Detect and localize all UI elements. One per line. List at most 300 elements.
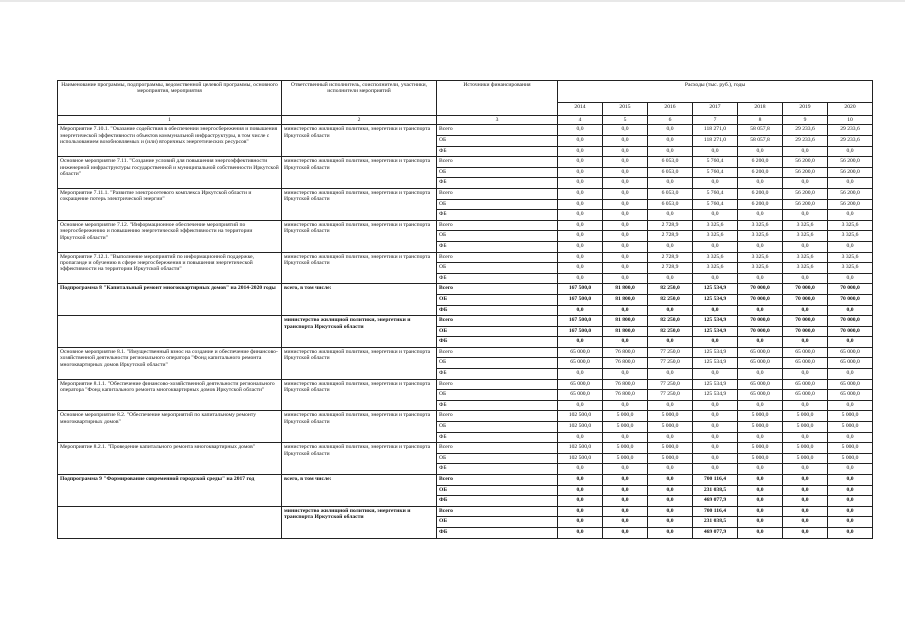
amount-cell: 0,0 [558, 241, 603, 252]
year-2016: 2016 [648, 103, 693, 116]
funding-source-cell: ОБ [437, 231, 558, 242]
amount-cell: 65 000,0 [738, 347, 783, 358]
amount-cell: 5 000,0 [648, 411, 693, 422]
amount-cell: 3 325,6 [783, 220, 828, 231]
amount-cell: 125 534,9 [693, 316, 738, 327]
amount-cell: 0,0 [738, 273, 783, 284]
amount-cell: 5 000,0 [648, 422, 693, 433]
amount-cell: 0,0 [648, 305, 693, 316]
amount-cell: 5 000,0 [783, 453, 828, 464]
amount-cell: 65 000,0 [558, 390, 603, 401]
amount-cell: 167 500,0 [558, 294, 603, 305]
amount-cell: 0,0 [558, 199, 603, 210]
amount-cell: 0,0 [603, 199, 648, 210]
amount-cell: 0,0 [603, 157, 648, 168]
amount-cell: 167 500,0 [558, 284, 603, 295]
amount-cell: 56 200,0 [828, 199, 873, 210]
funding-source-cell: Всего [437, 220, 558, 231]
amount-cell: 125 534,9 [693, 390, 738, 401]
amount-cell: 0,0 [693, 305, 738, 316]
amount-cell: 3 325,6 [738, 263, 783, 274]
amount-cell: 0,0 [648, 527, 693, 538]
year-2014: 2014 [558, 103, 603, 116]
amount-cell: 0,0 [648, 178, 693, 189]
amount-cell: 0,0 [828, 369, 873, 380]
funding-source-cell: ФБ [437, 273, 558, 284]
amount-cell: 3 325,6 [738, 252, 783, 263]
amount-cell: 70 000,0 [738, 284, 783, 295]
amount-cell: 0,0 [603, 337, 648, 348]
amount-cell: 6 200,0 [738, 188, 783, 199]
amount-cell: 0,0 [648, 136, 693, 147]
amount-cell: 0,0 [738, 178, 783, 189]
amount-cell: 0,0 [648, 485, 693, 496]
amount-cell: 0,0 [828, 496, 873, 507]
amount-cell: 70 000,0 [828, 326, 873, 337]
amount-cell: 231 038,5 [693, 485, 738, 496]
program-name-cell: Подпрограмма 8 "Капитальный ремонт многоквартирных домов" на 2014-2020 годы [58, 284, 282, 316]
amount-cell: 56 200,0 [828, 157, 873, 168]
amount-cell: 0,0 [783, 273, 828, 284]
funding-source-cell: ФБ [437, 210, 558, 221]
amount-cell: 56 200,0 [783, 167, 828, 178]
amount-cell: 0,0 [558, 125, 603, 136]
amount-cell: 0,0 [648, 337, 693, 348]
amount-cell: 0,0 [738, 369, 783, 380]
index-cell: 5 [603, 116, 648, 125]
amount-cell: 76 800,0 [603, 347, 648, 358]
amount-cell: 3 325,6 [828, 231, 873, 242]
amount-cell: 0,0 [783, 496, 828, 507]
amount-cell: 77 250,0 [648, 358, 693, 369]
amount-cell: 0,0 [693, 273, 738, 284]
amount-cell: 65 000,0 [558, 358, 603, 369]
amount-cell: 0,0 [783, 337, 828, 348]
amount-cell: 0,0 [828, 475, 873, 486]
amount-cell: 0,0 [603, 136, 648, 147]
amount-cell: 0,0 [558, 136, 603, 147]
amount-cell: 0,0 [648, 475, 693, 486]
index-cell: 10 [828, 116, 873, 125]
amount-cell: 0,0 [558, 485, 603, 496]
executor-cell: министерство жилищной политики, энергетики и транспорта Иркутской области [282, 347, 437, 379]
amount-cell: 29 233,6 [783, 125, 828, 136]
table-row [58, 506, 873, 517]
index-cell: 6 [648, 116, 693, 125]
amount-cell: 5 000,0 [603, 443, 648, 454]
amount-cell: 65 000,0 [828, 379, 873, 390]
year-2018: 2018 [738, 103, 783, 116]
program-name-cell: Мероприятие 7.12.1. "Выполнение мероприятий по информационной поддержке, пропаганде и обучению в сфере энергосбережения и повышения энергетической эффективности на территории Иркутской области" [58, 252, 282, 284]
amount-cell: 0,0 [558, 178, 603, 189]
amount-cell: 0,0 [603, 146, 648, 157]
amount-cell: 5 000,0 [738, 443, 783, 454]
funding-source-cell: ФБ [437, 464, 558, 475]
amount-cell: 0,0 [558, 220, 603, 231]
amount-cell: 0,0 [603, 369, 648, 380]
amount-cell: 0,0 [693, 210, 738, 221]
amount-cell: 0,0 [558, 167, 603, 178]
amount-cell: 118 271,0 [693, 136, 738, 147]
amount-cell: 6 053,0 [648, 199, 693, 210]
funding-source-cell: ФБ [437, 305, 558, 316]
amount-cell: 0,0 [693, 422, 738, 433]
amount-cell: 5 000,0 [738, 411, 783, 422]
executor-cell: министерство жилищной политики, энергетики и транспорта Иркутской области [282, 188, 437, 220]
executor-cell: министерство жилищной политики, энергетики и транспорта Иркутской области [282, 125, 437, 157]
funding-source-cell: ОБ [437, 453, 558, 464]
amount-cell: 0,0 [648, 464, 693, 475]
amount-cell: 0,0 [828, 146, 873, 157]
year-2020: 2020 [828, 103, 873, 116]
amount-cell: 0,0 [558, 464, 603, 475]
header-source: Источники финансирования [437, 81, 558, 116]
amount-cell: 0,0 [693, 369, 738, 380]
amount-cell: 0,0 [828, 178, 873, 189]
amount-cell: 5 000,0 [603, 422, 648, 433]
amount-cell: 0,0 [828, 273, 873, 284]
amount-cell: 5 000,0 [783, 443, 828, 454]
amount-cell: 0,0 [558, 252, 603, 263]
funding-source-cell: Всего [437, 506, 558, 517]
index-cell: 1 [58, 116, 282, 125]
amount-cell: 65 000,0 [783, 390, 828, 401]
amount-cell: 0,0 [648, 241, 693, 252]
amount-cell: 56 200,0 [828, 188, 873, 199]
amount-cell: 3 325,6 [783, 231, 828, 242]
amount-cell: 3 325,6 [738, 220, 783, 231]
program-name-cell: Мероприятие 8.2.1. "Проведение капитального ремонта многоквартирных домов" [58, 443, 282, 475]
amount-cell: 0,0 [648, 496, 693, 507]
index-cell: 4 [558, 116, 603, 125]
amount-cell: 0,0 [693, 411, 738, 422]
amount-cell: 0,0 [693, 337, 738, 348]
amount-cell: 0,0 [783, 400, 828, 411]
amount-cell: 0,0 [783, 369, 828, 380]
amount-cell: 469 077,9 [693, 527, 738, 538]
amount-cell: 0,0 [828, 241, 873, 252]
amount-cell: 81 800,0 [603, 294, 648, 305]
amount-cell: 0,0 [783, 432, 828, 443]
amount-cell: 125 534,9 [693, 326, 738, 337]
amount-cell: 0,0 [783, 464, 828, 475]
executor-cell: министерство жилищной политики, энергетики и транспорта Иркутской области [282, 252, 437, 284]
header-name: Наименование программы, подпрограммы, ведомственной целевой программы, основного мероприятия, мероприятия [58, 81, 282, 116]
funding-source-cell: Всего [437, 316, 558, 327]
table-row [58, 157, 873, 168]
funding-source-cell: Всего [437, 252, 558, 263]
amount-cell: 5 000,0 [828, 411, 873, 422]
funding-source-cell: ОБ [437, 485, 558, 496]
amount-cell: 102 500,0 [558, 443, 603, 454]
amount-cell: 70 000,0 [738, 326, 783, 337]
funding-source-cell: Всего [437, 157, 558, 168]
amount-cell: 0,0 [603, 432, 648, 443]
amount-cell: 70 000,0 [828, 284, 873, 295]
amount-cell: 0,0 [558, 496, 603, 507]
amount-cell: 0,0 [603, 188, 648, 199]
amount-cell: 82 250,0 [648, 316, 693, 327]
amount-cell: 5 000,0 [738, 453, 783, 464]
amount-cell: 3 325,6 [738, 231, 783, 242]
table-row [58, 284, 873, 295]
funding-source-cell: ОБ [437, 517, 558, 528]
amount-cell: 65 000,0 [738, 379, 783, 390]
amount-cell: 2 728,9 [648, 231, 693, 242]
amount-cell: 70 000,0 [828, 316, 873, 327]
amount-cell: 0,0 [828, 400, 873, 411]
amount-cell: 0,0 [558, 210, 603, 221]
amount-cell: 56 200,0 [828, 167, 873, 178]
funding-source-cell: ФБ [437, 432, 558, 443]
amount-cell: 56 200,0 [783, 199, 828, 210]
program-name-cell: Мероприятие 7.10.1. "Оказание содействия в обеспечении энергосбережения и повышения энергетической эффективности объектов коммунальной инфраструктуры, в том числе с использованием возобновляемых и (или) вторичных энергетических ресурсов" [58, 125, 282, 157]
funding-source-cell: ОБ [437, 263, 558, 274]
table-row [58, 347, 873, 358]
amount-cell: 65 000,0 [738, 390, 783, 401]
amount-cell: 58 057,8 [738, 125, 783, 136]
amount-cell: 0,0 [738, 432, 783, 443]
funding-source-cell: Всего [437, 443, 558, 454]
amount-cell: 2 728,9 [648, 263, 693, 274]
amount-cell: 0,0 [558, 475, 603, 486]
amount-cell: 0,0 [828, 517, 873, 528]
amount-cell: 76 800,0 [603, 390, 648, 401]
header-executor: Ответственный исполнитель, соисполнители, участники, исполнители мероприятий [282, 81, 437, 116]
amount-cell: 0,0 [783, 485, 828, 496]
amount-cell: 70 000,0 [783, 326, 828, 337]
amount-cell: 76 800,0 [603, 358, 648, 369]
funding-source-cell: ФБ [437, 400, 558, 411]
amount-cell: 0,0 [738, 475, 783, 486]
funding-source-cell: Всего [437, 379, 558, 390]
program-name-cell: Основное мероприятие 8.1. "Имущественный взнос на создание и обеспечение финансово-хозяйственной деятельности регионального оператора "Фонд капитального ремонта многоквартирных домов Иркутской области" [58, 347, 282, 379]
funding-source-cell: ФБ [437, 178, 558, 189]
amount-cell: 0,0 [648, 273, 693, 284]
table-row [58, 411, 873, 422]
table-row [58, 220, 873, 231]
funding-source-cell: Всего [437, 125, 558, 136]
program-name-cell: Основное мероприятие 8.2. "Обеспечение мероприятий по капитальному ремонту многоквартирных домов" [58, 411, 282, 443]
amount-cell: 65 000,0 [828, 358, 873, 369]
amount-cell: 65 000,0 [783, 347, 828, 358]
amount-cell: 65 000,0 [783, 358, 828, 369]
amount-cell: 0,0 [738, 517, 783, 528]
executor-cell: всего, в том числе: [282, 475, 437, 507]
amount-cell: 0,0 [558, 305, 603, 316]
amount-cell: 0,0 [603, 241, 648, 252]
amount-cell: 125 534,9 [693, 379, 738, 390]
amount-cell: 0,0 [603, 167, 648, 178]
amount-cell: 0,0 [783, 241, 828, 252]
amount-cell: 70 000,0 [783, 284, 828, 295]
amount-cell: 0,0 [738, 337, 783, 348]
header-row [58, 81, 873, 103]
amount-cell: 65 000,0 [828, 347, 873, 358]
funding-source-cell: Всего [437, 347, 558, 358]
amount-cell: 0,0 [828, 485, 873, 496]
executor-cell: министерство жилищной политики, энергетики и транспорта Иркутской области [282, 157, 437, 189]
amount-cell: 0,0 [738, 496, 783, 507]
funding-source-cell: ОБ [437, 358, 558, 369]
amount-cell: 0,0 [603, 506, 648, 517]
funding-source-cell: ОБ [437, 294, 558, 305]
funding-source-cell: ОБ [437, 136, 558, 147]
amount-cell: 76 800,0 [603, 379, 648, 390]
year-2015: 2015 [603, 103, 648, 116]
index-cell: 2 [282, 116, 437, 125]
amount-cell: 0,0 [738, 305, 783, 316]
amount-cell: 0,0 [783, 305, 828, 316]
amount-cell: 3 325,6 [828, 263, 873, 274]
amount-cell: 81 800,0 [603, 326, 648, 337]
amount-cell: 65 000,0 [828, 390, 873, 401]
amount-cell: 5 000,0 [828, 422, 873, 433]
amount-cell: 5 760,4 [693, 188, 738, 199]
amount-cell: 56 200,0 [783, 157, 828, 168]
executor-cell: министерство жилищной политики, энергетики и транспорта Иркутской области [282, 506, 437, 538]
budget-table-container [57, 80, 872, 600]
amount-cell: 0,0 [558, 188, 603, 199]
amount-cell: 0,0 [603, 475, 648, 486]
amount-cell: 0,0 [558, 157, 603, 168]
program-name-cell [58, 506, 282, 538]
amount-cell: 77 250,0 [648, 390, 693, 401]
amount-cell: 29 233,6 [783, 136, 828, 147]
amount-cell: 5 000,0 [738, 422, 783, 433]
amount-cell: 167 500,0 [558, 316, 603, 327]
amount-cell: 2 728,9 [648, 252, 693, 263]
program-name-cell: Мероприятие 8.1.1. "Обеспечение финансово-хозяйственной деятельности регионального оператора "Фонд капитального ремонта многоквартирных домов Иркутской области" [58, 379, 282, 411]
amount-cell: 6 053,0 [648, 157, 693, 168]
funding-source-cell: Всего [437, 411, 558, 422]
amount-cell: 70 000,0 [828, 294, 873, 305]
budget-table [57, 80, 873, 539]
amount-cell: 70 000,0 [738, 294, 783, 305]
amount-cell: 82 250,0 [648, 294, 693, 305]
amount-cell: 102 500,0 [558, 453, 603, 464]
amount-cell: 0,0 [693, 241, 738, 252]
amount-cell: 0,0 [603, 125, 648, 136]
amount-cell: 6 200,0 [738, 199, 783, 210]
amount-cell: 3 325,6 [693, 220, 738, 231]
amount-cell: 65 000,0 [783, 379, 828, 390]
amount-cell: 0,0 [558, 369, 603, 380]
amount-cell: 0,0 [783, 178, 828, 189]
amount-cell: 125 534,9 [693, 347, 738, 358]
amount-cell: 0,0 [828, 432, 873, 443]
amount-cell: 0,0 [603, 220, 648, 231]
funding-source-cell: ФБ [437, 369, 558, 380]
table-row [58, 475, 873, 486]
amount-cell: 0,0 [648, 517, 693, 528]
amount-cell: 167 500,0 [558, 326, 603, 337]
table-row [58, 252, 873, 263]
program-name-cell: Подпрограмма 9 "Формирование современной городской среды" на 2017 год [58, 475, 282, 507]
amount-cell: 0,0 [693, 400, 738, 411]
amount-cell: 0,0 [648, 369, 693, 380]
amount-cell: 3 325,6 [693, 231, 738, 242]
amount-cell: 58 057,8 [738, 136, 783, 147]
amount-cell: 0,0 [648, 432, 693, 443]
amount-cell: 65 000,0 [558, 379, 603, 390]
amount-cell: 5 000,0 [828, 443, 873, 454]
amount-cell: 0,0 [738, 464, 783, 475]
amount-cell: 5 760,4 [693, 199, 738, 210]
amount-cell: 0,0 [603, 485, 648, 496]
amount-cell: 77 250,0 [648, 347, 693, 358]
program-name-cell: Основное мероприятие 7.11. "Создание условий для повышения энергоэффективности инженерной инфраструктуры государственной и муниципальной собственности Иркутской области" [58, 157, 282, 189]
amount-cell: 56 200,0 [783, 188, 828, 199]
amount-cell: 0,0 [783, 506, 828, 517]
year-2019: 2019 [783, 103, 828, 116]
amount-cell: 5 000,0 [603, 411, 648, 422]
amount-cell: 0,0 [738, 400, 783, 411]
amount-cell: 231 038,5 [693, 517, 738, 528]
amount-cell: 0,0 [693, 453, 738, 464]
amount-cell: 0,0 [693, 432, 738, 443]
amount-cell: 0,0 [828, 305, 873, 316]
amount-cell: 118 271,0 [693, 125, 738, 136]
funding-source-cell: ФБ [437, 527, 558, 538]
amount-cell: 5 000,0 [783, 422, 828, 433]
amount-cell: 5 000,0 [648, 443, 693, 454]
amount-cell: 0,0 [738, 241, 783, 252]
amount-cell: 0,0 [603, 527, 648, 538]
amount-cell: 0,0 [558, 517, 603, 528]
amount-cell: 469 077,9 [693, 496, 738, 507]
table-row [58, 125, 873, 136]
amount-cell: 0,0 [648, 506, 693, 517]
amount-cell: 0,0 [693, 178, 738, 189]
amount-cell: 0,0 [648, 146, 693, 157]
amount-cell: 3 325,6 [783, 252, 828, 263]
amount-cell: 125 534,9 [693, 284, 738, 295]
amount-cell: 0,0 [558, 527, 603, 538]
amount-cell: 77 250,0 [648, 379, 693, 390]
amount-cell: 0,0 [828, 210, 873, 221]
funding-source-cell: ФБ [437, 337, 558, 348]
executor-cell: министерство жилищной политики, энергетики и транспорта Иркутской области [282, 379, 437, 411]
amount-cell: 3 325,6 [828, 252, 873, 263]
amount-cell: 0,0 [603, 496, 648, 507]
amount-cell: 0,0 [603, 400, 648, 411]
amount-cell: 125 534,9 [693, 294, 738, 305]
amount-cell: 2 728,9 [648, 220, 693, 231]
index-cell: 8 [738, 116, 783, 125]
amount-cell: 0,0 [828, 337, 873, 348]
funding-source-cell: Всего [437, 475, 558, 486]
funding-source-cell: Всего [437, 188, 558, 199]
funding-source-cell: ОБ [437, 390, 558, 401]
amount-cell: 0,0 [738, 506, 783, 517]
program-name-cell: Основное мероприятие 7.12. "Информационное обеспечение мероприятий по энергосбережению и повышению энергетической эффективности на территории Иркутской области" [58, 220, 282, 252]
amount-cell: 5 000,0 [648, 453, 693, 464]
funding-source-cell: ОБ [437, 167, 558, 178]
amount-cell: 0,0 [648, 400, 693, 411]
funding-source-cell: ФБ [437, 496, 558, 507]
amount-cell: 0,0 [558, 337, 603, 348]
amount-cell: 82 250,0 [648, 284, 693, 295]
amount-cell: 0,0 [693, 443, 738, 454]
year-2017: 2017 [693, 103, 738, 116]
amount-cell: 0,0 [603, 231, 648, 242]
amount-cell: 0,0 [603, 252, 648, 263]
executor-cell: министерство жилищной политики, энергетики и транспорта Иркутской области [282, 443, 437, 475]
amount-cell: 0,0 [738, 485, 783, 496]
funding-source-cell: Всего [437, 284, 558, 295]
program-name-cell [58, 316, 282, 348]
